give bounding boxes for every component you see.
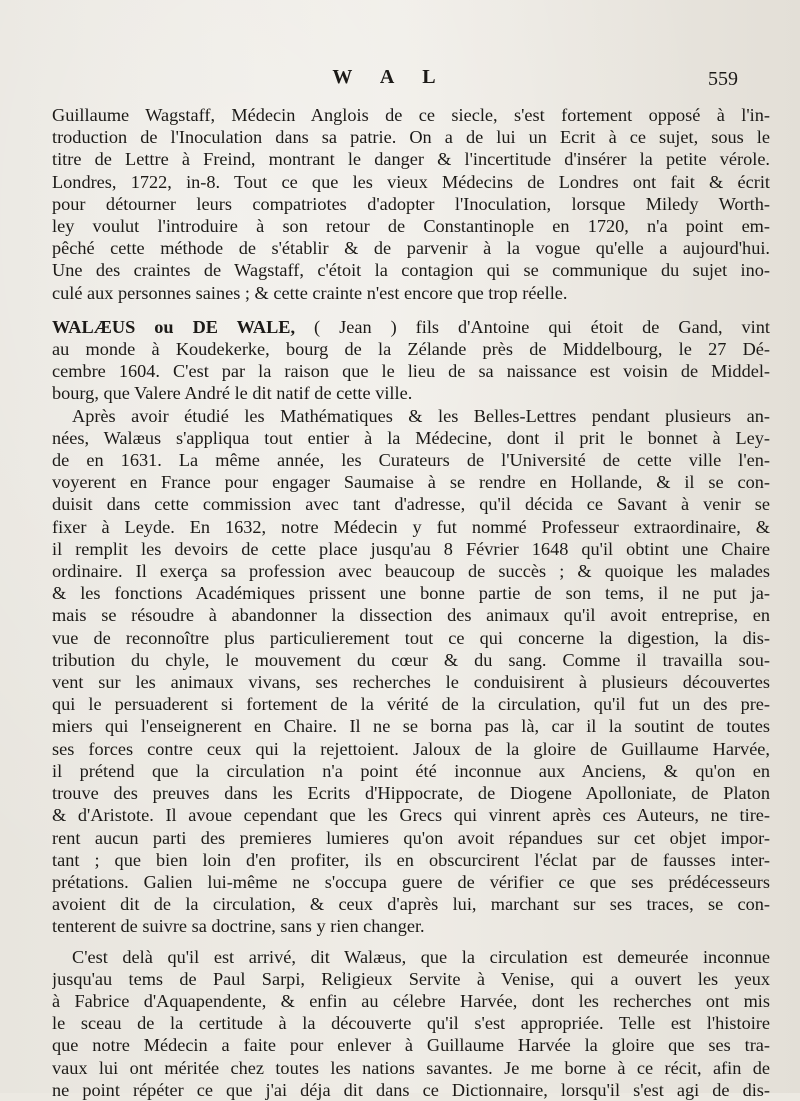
- text-line: ne point répéter ce que j'ai déja dit dans ce Dictionnaire, lorsqu'il s'est agi de dis-: [52, 1079, 770, 1100]
- text-line: C'est delà qu'il est arrivé, dit Walæus, que la circulation est demeurée inconnue: [72, 946, 770, 967]
- text-line: fixer à Leyde. En 1632, notre Médecin y fut nommé Professeur extraordinaire, &: [52, 516, 770, 537]
- text-line: trouve des preuves dans les Ecrits d'Hippocrate, de Diogene Apolloniate, de Platon: [52, 783, 770, 804]
- text-line: bourg, que Valere André le dit natif de cette ville.: [52, 383, 413, 404]
- text-line: tenterent de suivre sa doctrine, sans y rien changer.: [52, 916, 425, 937]
- text-line: tribution du chyle, le mouvement du cœur & du sang. Comme il travailla sou-: [52, 649, 770, 670]
- text-line: vent sur les animaux vivans, ses recherches le conduisirent à plusieurs découvertes: [52, 672, 770, 693]
- text-line: prétations. Galien lui-même ne s'occupa guere de vérifier ce que ses prédécesseurs: [52, 871, 770, 892]
- text-line: vaux lui ont méritée chez toutes les nations savantes. Je me borne à ce récit, afin de: [52, 1057, 770, 1078]
- text-line: miers qui l'enseignerent en Chaire. Il ne se borna pas là, car il la soutint de toutes: [52, 716, 770, 737]
- paragraph-career: [52, 405, 770, 938]
- text-line: Londres, 1722, in-8. Tout ce que les vieux Médecins de Londres ont fait & écrit: [52, 171, 770, 192]
- running-header: W A L: [332, 66, 448, 88]
- text-line: le sceau de la certitude à la découverte qu'il s'est appropriée. Telle est l'histoire: [52, 1013, 770, 1034]
- text-line: jusqu'au tems de Paul Sarpi, Religieux Servite à Venise, qui a ouvert les yeux: [52, 968, 770, 989]
- page-number: 559: [708, 68, 738, 90]
- text-line: cembre 1604. C'est par la raison que le lieu de sa naissance est voisin de Middel-: [52, 361, 770, 382]
- text-line: avoient dit de la circulation, & ceux d'après lui, marchant sur ses traces, se con-: [52, 894, 770, 915]
- entry-heading: WALÆUS ou DE WALE,: [52, 316, 296, 337]
- text-line: au monde à Koudekerke, bourg de la Zélande près de Middelbourg, le 27 Dé-: [52, 339, 770, 360]
- text-line: Après avoir étudié les Mathématiques & les Belles-Lettres pendant plusieurs an-: [72, 405, 770, 426]
- text-line: il prétend que la circulation n'a point été inconnue aux Anciens, & qu'on en: [52, 760, 770, 781]
- text-line: pêché cette méthode de s'établir & de parvenir à la vogue qu'elle a aujourd'hui.: [52, 238, 770, 259]
- text-line: culé aux personnes saines ; & cette crainte n'est encore que trop réelle.: [52, 282, 568, 303]
- text-line: nées, Walæus s'appliqua tout entier à la Médecine, dont il prit le bonnet à Ley-: [52, 427, 770, 448]
- text-line: ley voulut l'introduire à son retour de Constantinople en 1720, n'a point em-: [52, 216, 770, 237]
- text-line: & les fonctions Académiques prissent une bonne partie de son tems, il ne put ja-: [52, 583, 770, 604]
- paragraph-wagstaff: [52, 104, 770, 304]
- text-line: que notre Médecin a faite pour enlever à Guillaume Harvée la gloire que ses tra-: [52, 1035, 770, 1056]
- text-line: titre de Lettre à Freind, montrant le danger & l'incertitude d'insérer la petite vérole.: [52, 149, 770, 170]
- text-line: mais se résoudre à abandonner la dissection des animaux qu'il avoit entreprise, en: [52, 605, 770, 626]
- text-line: de en 1631. La même année, les Curateurs de l'Université de cette ville l'en-: [52, 450, 770, 471]
- entry-heading-rest: ( Jean ) fils d'Antoine qui étoit de Gand, vint: [295, 316, 770, 337]
- page-body: [52, 104, 770, 1101]
- text-line: qui le persuaderent si fortement de la vérité de la circulation, qu'il fut un des pre-: [52, 694, 770, 715]
- text-line: il remplit les devoirs de cette place jusqu'au 8 Février 1648 qu'il obtint une Chaire: [52, 538, 770, 559]
- text-line: voyerent en France pour engager Saumaise à se rendre en Hollande, & il se con-: [52, 472, 770, 493]
- text-line: Guillaume Wagstaff, Médecin Anglois de ce siecle, s'est fortement opposé à l'in-: [52, 105, 770, 125]
- text-line: ses forces contre ceux qui la rejettoient. Jaloux de la gloire de Guillaume Harvée,: [52, 738, 770, 759]
- text-line: vue de reconnoître plus particulierement tout ce qui concerne la digestion, la dis-: [52, 627, 770, 648]
- paragraph-circulation: [52, 946, 770, 1101]
- text-line: & d'Aristote. Il avoue cependant que les Grecs qui vinrent après ces Auteurs, ne tire-: [52, 805, 770, 826]
- text-line: rent aucun parti des premieres lumieres qu'on avoit répandues sur cet objet impor-: [52, 827, 770, 848]
- text-line: pour détourner leurs compatriotes d'adopter l'Inoculation, lorsque Miledy Worth-: [52, 193, 770, 214]
- text-line: à Fabrice d'Aquapendente, & enfin au célebre Harvée, dont les recherches ont mis: [52, 990, 770, 1011]
- text-line: Une des craintes de Wagstaff, c'étoit la contagion qui se communique du sujet ino-: [52, 260, 770, 281]
- text-line: duisit dans cette commission avec tant d'adresse, qu'il décida ce Savant à venir se: [52, 494, 770, 515]
- text-line: ordinaire. Il exerça sa profession avec beaucoup de succès ; & quoique les malades: [52, 561, 770, 582]
- text-line: tant ; que bien loin d'en profiter, ils en obscurcirent l'éclat par de fausses inter-: [52, 849, 770, 870]
- text-line: [52, 316, 770, 338]
- paragraph-walaeus-entry: [52, 316, 770, 405]
- text-line: troduction de l'Inoculation dans sa patrie. On a de lui un Ecrit à ce sujet, sous le: [52, 127, 770, 148]
